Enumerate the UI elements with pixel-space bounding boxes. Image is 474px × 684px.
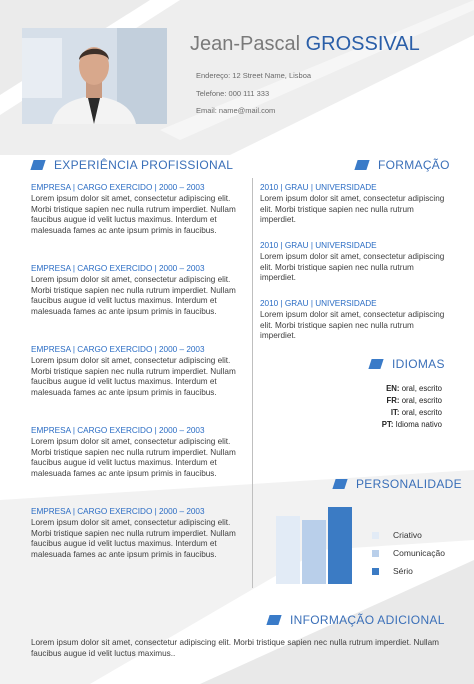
language-level: oral, escrito (399, 384, 442, 393)
experience-entry-heading: EMPRESA | CARGO EXERCIDO | 2000 – 2003 (31, 345, 205, 354)
languages-heading (370, 357, 445, 371)
education-entry-text: Lorem ipsum dolor sit amet, consectetur adipiscing elit. Morbi tristique sapien nec nulla rutrum imperdiet. (260, 251, 445, 283)
language-level: oral, escrito (399, 408, 442, 417)
education-entry-text: Lorem ipsum dolor sit amet, consectetur adipiscing elit. Morbi tristique sapien nec nulla rutrum imperdiet. (260, 193, 445, 225)
language-level: oral, escrito (399, 396, 442, 405)
legend-swatch (372, 568, 379, 575)
heading-marker-icon (354, 160, 369, 170)
education-entry (260, 183, 450, 226)
legend-item (372, 548, 445, 558)
experience-entry (31, 264, 249, 318)
column-divider (252, 178, 253, 588)
heading-marker-icon (266, 615, 281, 625)
last-name: GROSSIVAL (305, 33, 420, 55)
education-entry-heading: 2010 | GRAU | UNIVERSIDADE (260, 183, 377, 192)
personality-heading (334, 477, 462, 491)
full-name (190, 33, 420, 56)
experience-entry (31, 426, 249, 480)
experience-entry (31, 345, 249, 399)
language-code: PT: (381, 420, 394, 429)
experience-entry-heading: EMPRESA | CARGO EXERCIDO | 2000 – 2003 (31, 507, 205, 516)
education-entry (260, 241, 450, 284)
legend-item (372, 530, 422, 540)
heading-marker-icon (30, 160, 45, 170)
personality-title: PERSONALIDADE (356, 477, 462, 491)
experience-entry-text: Lorem ipsum dolor sit amet, consectetur adipiscing elit. Morbi tristique sapien nec nulla rutrum imperdiet. Nullam faucibus augue id velit luctus maximus. Interdum et malesuada fames ac ante ipsum primis in faucibus. (31, 355, 236, 398)
experience-entry (31, 183, 249, 237)
additional-text: Lorem ipsum dolor sit amet, consectetur adipiscing elit. Morbi tristique sapien nec nulla rutrum imperdiet. Nullam faucibus augue id velit luctus maximus.. (31, 638, 439, 658)
education-entry (260, 299, 450, 342)
legend-item (372, 566, 413, 576)
language-code: FR: (386, 396, 400, 405)
legend-label: Criativo (393, 530, 422, 540)
experience-entry-heading: EMPRESA | CARGO EXERCIDO | 2000 – 2003 (31, 183, 205, 192)
first-name: Jean-Pascal (190, 33, 301, 55)
language-item (386, 384, 442, 395)
language-item (382, 420, 442, 431)
address-line: Endereço: 12 Street Name, Lisboa (196, 71, 312, 80)
education-title: FORMAÇÃO (378, 158, 450, 172)
heading-marker-icon (332, 479, 347, 489)
education-heading (356, 158, 450, 172)
trait-bar-criativo (276, 516, 300, 584)
experience-entry-text: Lorem ipsum dolor sit amet, consectetur adipiscing elit. Morbi tristique sapien nec nulla rutrum imperdiet. Nullam faucibus augue id velit luctus maximus. Interdum et malesuada fames ac ante ipsum primis in faucibus. (31, 274, 236, 317)
experience-entry-heading: EMPRESA | CARGO EXERCIDO | 2000 – 2003 (31, 426, 205, 435)
experience-entry (31, 507, 249, 561)
legend-swatch (372, 550, 379, 557)
profile-photo (22, 28, 167, 124)
language-item (391, 408, 442, 419)
legend-swatch (372, 532, 379, 539)
trait-bar-sério (328, 507, 352, 584)
experience-heading (32, 158, 233, 172)
language-level: Idioma nativo (393, 420, 442, 429)
language-code: IT: (390, 408, 400, 417)
language-item (387, 396, 442, 407)
education-entry-heading: 2010 | GRAU | UNIVERSIDADE (260, 299, 377, 308)
heading-marker-icon (368, 359, 383, 369)
legend-label: Sério (393, 566, 413, 576)
email-line: Email: name@mail.com (196, 106, 276, 115)
legend-label: Comunicação (393, 548, 445, 558)
experience-entry-text: Lorem ipsum dolor sit amet, consectetur adipiscing elit. Morbi tristique sapien nec nulla rutrum imperdiet. Nullam faucibus augue id velit luctus maximus. Interdum et malesuada fames ac ante ipsum primis in faucibus. (31, 436, 236, 479)
experience-entry-text: Lorem ipsum dolor sit amet, consectetur adipiscing elit. Morbi tristique sapien nec nulla rutrum imperdiet. Nullam faucibus augue id velit luctus maximus. Interdum et malesuada fames ac ante ipsum primis in faucibus. (31, 193, 236, 236)
trait-bar-comunicação (302, 520, 326, 584)
languages-title: IDIOMAS (392, 357, 445, 371)
additional-heading (268, 613, 445, 627)
education-entry-text: Lorem ipsum dolor sit amet, consectetur adipiscing elit. Morbi tristique sapien nec nulla rutrum imperdiet. (260, 309, 445, 341)
education-entry-heading: 2010 | GRAU | UNIVERSIDADE (260, 241, 377, 250)
experience-title: EXPERIÊNCIA PROFISSIONAL (54, 158, 234, 172)
experience-entry-heading: EMPRESA | CARGO EXERCIDO | 2000 – 2003 (31, 264, 205, 273)
personality-bar-chart (272, 493, 360, 585)
experience-entry-text: Lorem ipsum dolor sit amet, consectetur adipiscing elit. Morbi tristique sapien nec nulla rutrum imperdiet. Nullam faucibus augue id velit luctus maximus. Interdum et malesuada fames ac ante ipsum primis in faucibus. (31, 517, 236, 560)
phone-line: Telefone: 000 111 333 (196, 89, 270, 98)
language-code: EN: (386, 384, 400, 393)
additional-title: INFORMAÇÃO ADICIONAL (290, 613, 445, 627)
